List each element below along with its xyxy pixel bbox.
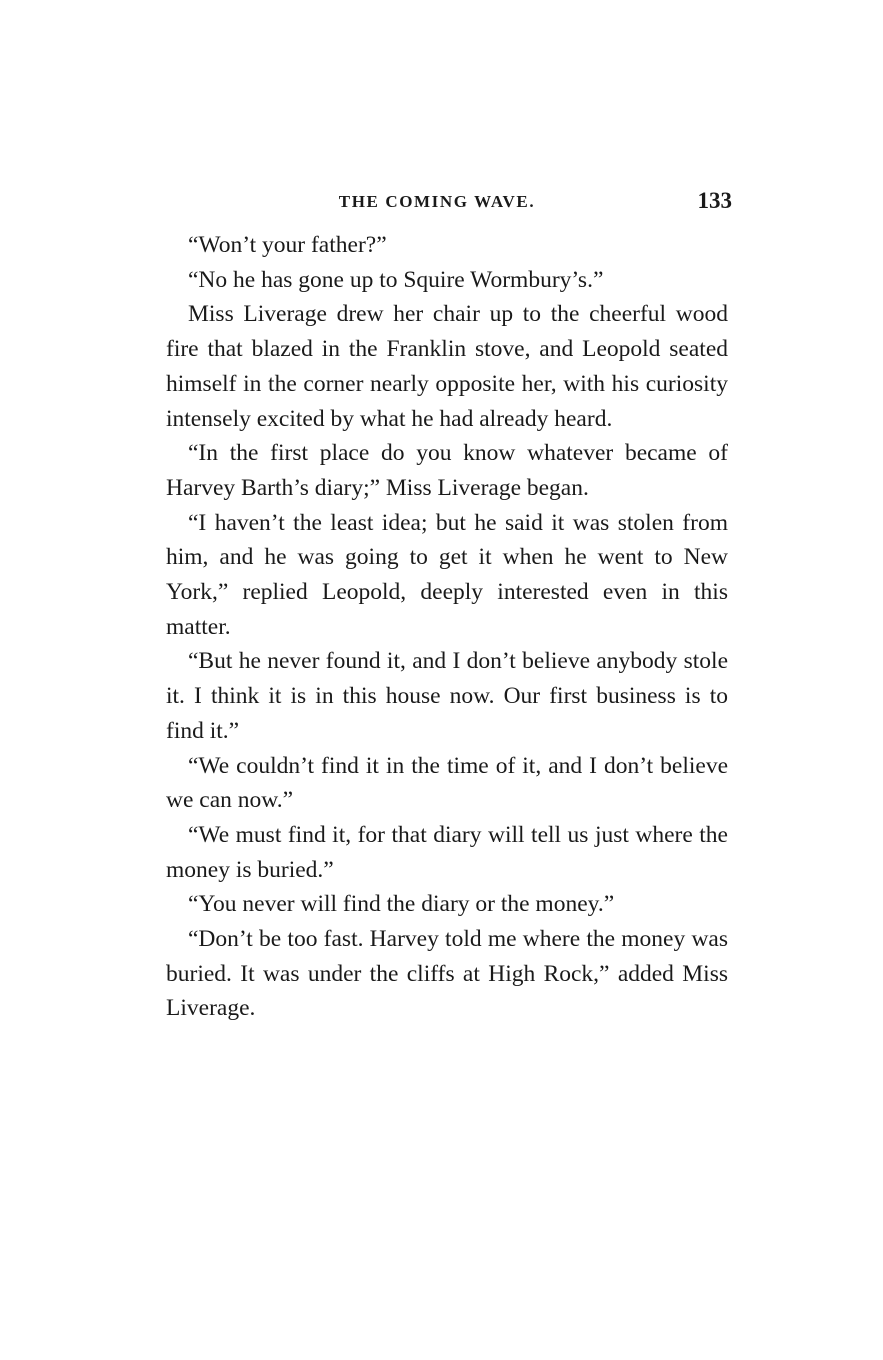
paragraph: “No he has gone up to Squire Wormbury’s.”: [188, 266, 604, 293]
page-number: 133: [697, 188, 732, 213]
paragraph: “We couldn’t find it in the time of it, and I don’t believe we can now.”: [166, 752, 728, 814]
paragraph: “Don’t be too fast. Harvey told me where the money was buried. It was under the cliffs at High Rock,” added Miss Liverage.: [166, 926, 728, 1022]
paragraph: “Won’t your father?”: [188, 232, 387, 258]
paragraph: Miss Liverage drew her chair up to the cheerful wood fire that blazed in the Franklin stove, and Leopold seated himself in the corner nearly opposite her, with his curiosity intensely excited by what he had already heard.: [166, 301, 728, 432]
paragraph: “I haven’t the least idea; but he said it was stolen from him, and he was going to get it when he went to New York,” replied Leopold, deeply interested even in this matter.: [166, 509, 728, 640]
paragraph: “In the first place do you know whatever became of Harvey Barth’s diary;” Miss Liverage began.: [166, 440, 728, 501]
running-title: THE COMING WAVE.: [338, 192, 536, 211]
paragraph: “But he never found it, and I don’t believe anybody stole it. I think it is in this house now. Our first business is to find it.”: [166, 648, 728, 744]
paragraph: “You never will find the diary or the money.”: [188, 891, 615, 918]
paragraph: “We must find it, for that diary will tell us just where the money is buried.”: [166, 821, 728, 883]
running-head: [166, 188, 732, 218]
body-text: [166, 228, 728, 1026]
